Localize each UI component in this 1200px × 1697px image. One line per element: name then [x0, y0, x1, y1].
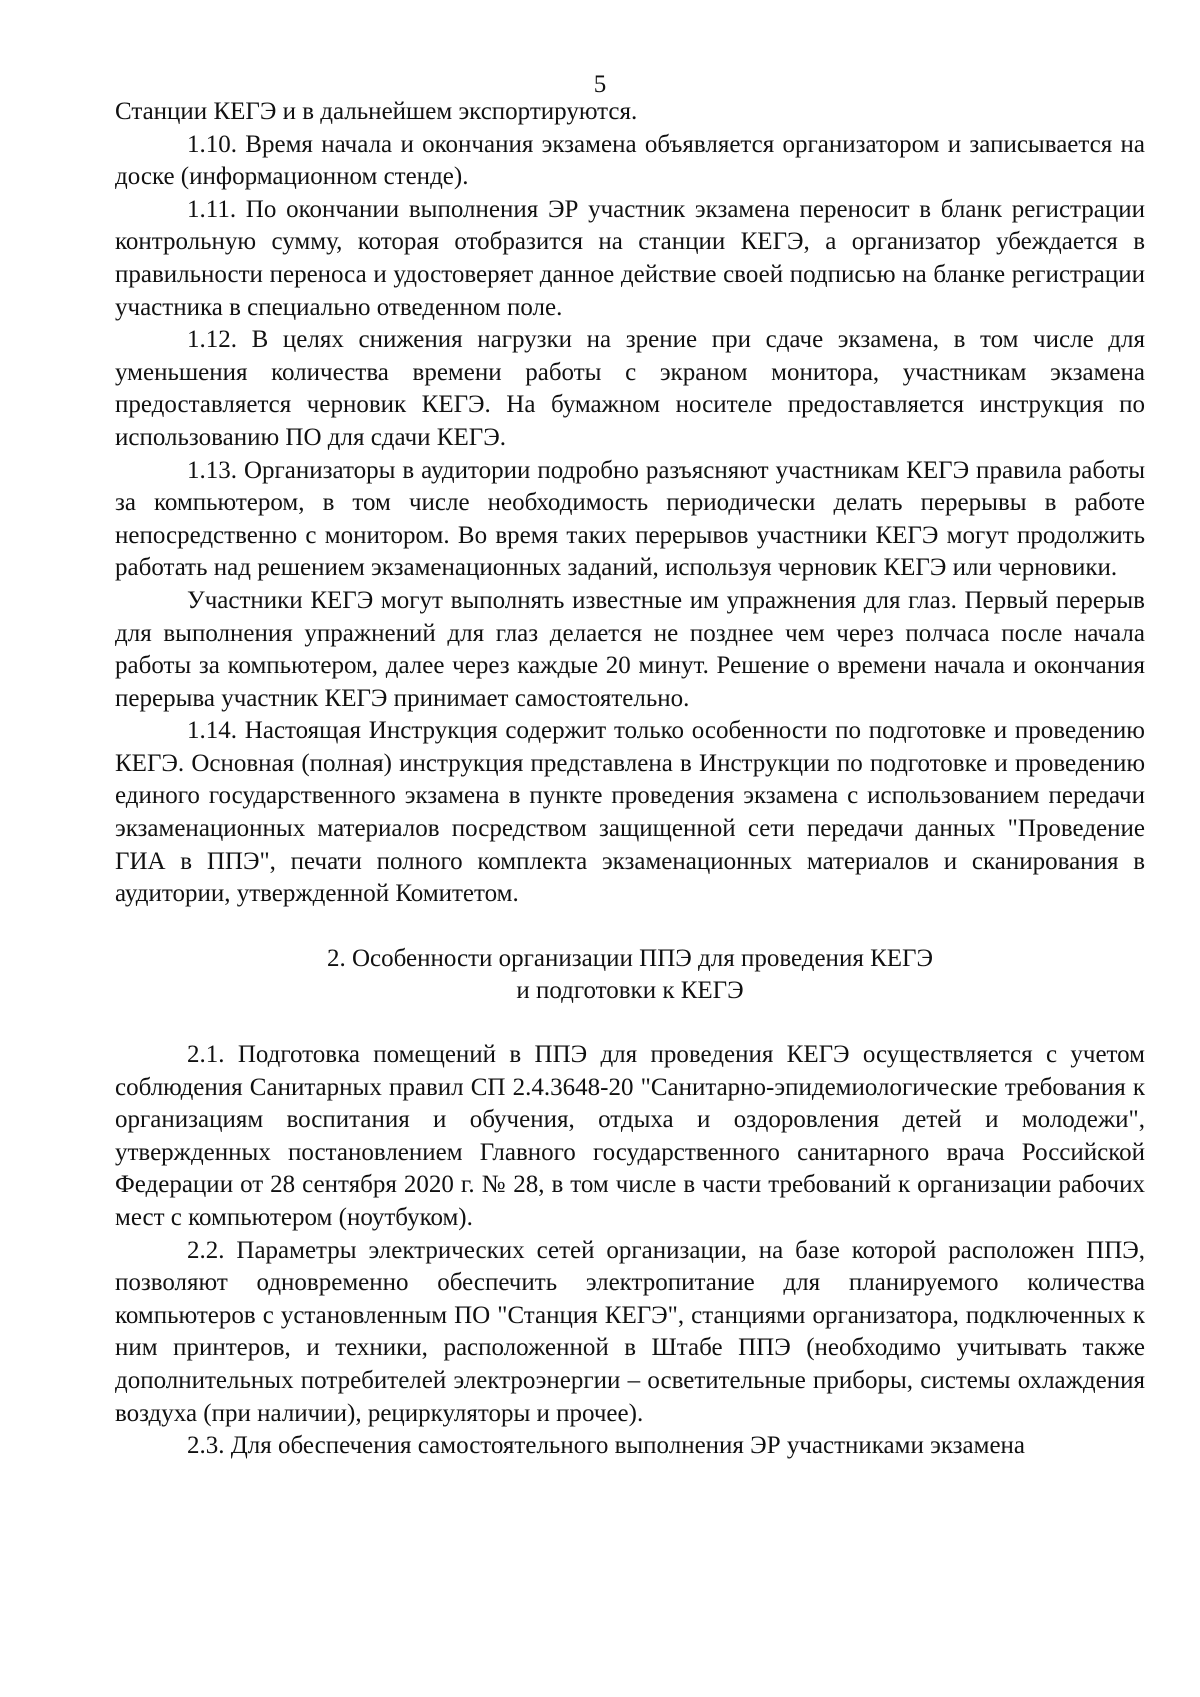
paragraph-continuation: Станции КЕГЭ и в дальнейшем экспортируются. — [115, 98, 638, 125]
section-heading-line-2: и подготовки к КЕГЭ — [516, 977, 744, 1005]
paragraph-eye-exercises: Участники КЕГЭ могут выполнять известные им упражнения для глаз. Первый перерыв для выполнения упражнений для глаз делается не позднее чем через полчаса после начала работы за компьютером, далее через каждые 20 минут. Решение о времени начала и окончания перерыва участник КЕГЭ принимает самостоятельно. — [115, 586, 1145, 712]
paragraph-1-10: 1.10. Время начала и окончания экзамена объявляется организатором и записывается на доске (информационном стенде). — [115, 130, 1145, 191]
section-heading — [115, 943, 1145, 1008]
paragraph-1-12: 1.12. В целях снижения нагрузки на зрение при сдаче экзамена, в том числе для уменьшения количества времени работы с экраном монитора, участникам экзамена предоставляется черновик КЕГЭ. На бумажном носителе предоставляется инструкция по использованию ПО для сдачи КЕГЭ. — [115, 326, 1145, 451]
paragraph-1-11: 1.11. По окончании выполнения ЭР участник экзамена переносит в бланк регистрации контрольную сумму, которая отобразится на станции КЕГЭ, а организатор убеждается в правильности переноса и удостоверяет данное действие своей подписью на бланке регистрации участника в специально отведенном поле. — [115, 195, 1145, 321]
document-body — [115, 96, 1145, 1463]
section-heading-line-1: 2. Особенности организации ППЭ для проведения КЕГЭ — [327, 944, 933, 972]
paragraph-2-1: 2.1. Подготовка помещений в ППЭ для проведения КЕГЭ осуществляется с учетом соблюдения Санитарных правил СП 2.4.3648-20 "Санитарно-эпидемиологические требования к организациям воспитания и обучения, отдыха и оздоровления детей и молодежи", утвержденных постановлением Главного государственного санитарного врача Российской Федерации от 28 сентября 2020 г. № 28, в том числе в части требований к организации рабочих мест с компьютером (ноутбуком). — [115, 1041, 1145, 1231]
page-number: 5 — [593, 71, 607, 98]
paragraph-1-13: 1.13. Организаторы в аудитории подробно разъясняют участникам КЕГЭ правила работы за компьютером, в том числе необходимость периодически делать перерывы в работе непосредственно с монитором. Во время таких перерывов участники КЕГЭ могут продолжить работать над решением экзаменационных заданий, используя черновик КЕГЭ или черновики. — [115, 456, 1145, 582]
paragraph-1-14: 1.14. Настоящая Инструкция содержит только особенности по подготовке и проведению КЕГЭ. Основная (полная) инструкция представлена в Инструкции по подготовке и проведению единого государственного экзамена в пункте проведения экзамена с использованием передачи экзаменационных материалов посредством защищенной сети передачи данных "Проведение ГИА в ППЭ", печати полного комплекта экзаменационных материалов и сканирования в аудитории, утвержденной Комитетом. — [115, 717, 1145, 908]
paragraph-2-2: 2.2. Параметры электрических сетей организации, на базе которой расположен ППЭ, позволяют одновременно обеспечить электропитание для планируемого количества компьютеров с установленным ПО "Станция КЕГЭ", станциями организатора, подключенных к ним принтеров, и техники, расположенной в Штабе ППЭ (необходимо учитывать также дополнительных потребителей электроэнергии – осветительные приборы, системы охлаждения воздуха (при наличии), рециркуляторы и прочее). — [115, 1236, 1145, 1427]
paragraph-2-3: 2.3. Для обеспечения самостоятельного выполнения ЭР участниками экзамена — [187, 1432, 1026, 1460]
